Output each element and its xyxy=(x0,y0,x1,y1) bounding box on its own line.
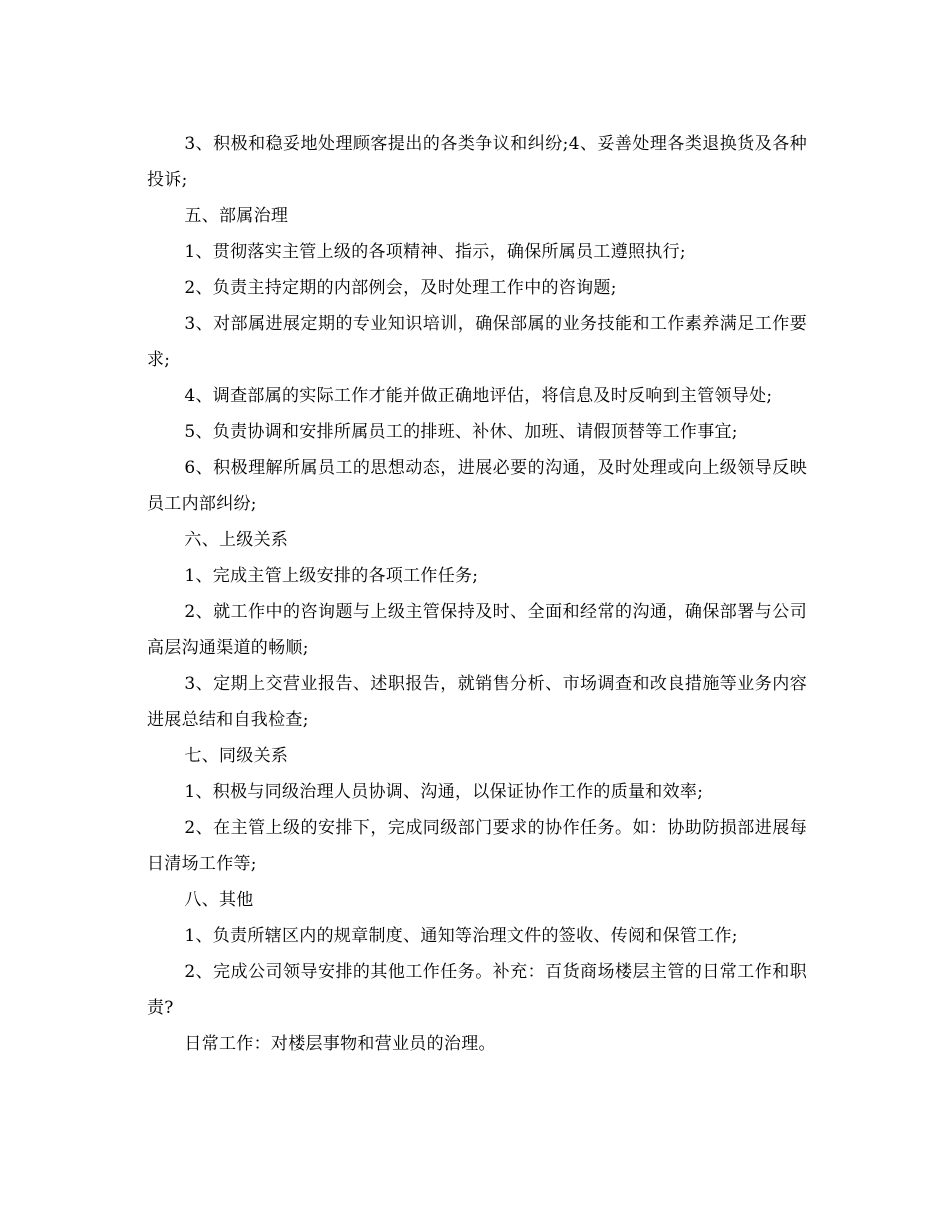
heading-peer-relations: 七、同级关系 xyxy=(184,746,289,766)
paragraph-training: 3、对部属进展定期的专业知识培训，确保部属的业务技能和工作素养满足工作要求; xyxy=(147,314,807,370)
paragraph-superior-communication: 2、就工作中的咨询题与上级主管保持及时、全面和经常的沟通，确保部署与公司高层沟通渠道的畅顺; xyxy=(147,602,807,658)
heading-subordinate-management: 五、部属治理 xyxy=(184,206,289,226)
paragraph-evaluation: 4、调查部属的实际工作才能并做正确地评估，将信息及时反响到主管领导处; xyxy=(184,386,773,406)
paragraph-complete-tasks: 1、完成主管上级安排的各项工作任务; xyxy=(184,566,479,586)
document-body xyxy=(147,126,807,1062)
paragraph-regular-meetings: 2、负责主持定期的内部例会，及时处理工作中的咨询题; xyxy=(184,278,617,298)
paragraph-reports: 3、定期上交营业报告、述职报告，就销售分析、市场调查和改良措施等业务内容进展总结和自我检查; xyxy=(147,674,807,730)
paragraph-peer-coordination: 1、积极与同级治理人员协调、沟通，以保证协作工作的质量和效率; xyxy=(184,782,704,802)
paragraph-document-management: 1、负责所辖区内的规章制度、通知等治理文件的签收、传阅和保管工作; xyxy=(184,926,738,946)
paragraph-daily-work: 日常工作：对楼层事物和营业员的治理。 xyxy=(184,1034,496,1054)
paragraph-other-tasks: 2、完成公司领导安排的其他工作任务。补充：百货商场楼层主管的日常工作和职责? xyxy=(147,962,807,1018)
paragraph-scheduling: 5、负责协调和安排所属员工的排班、补休、加班、请假顶替等工作事宜; xyxy=(184,422,738,442)
paragraph-implement-instructions: 1、贯彻落实主管上级的各项精神、指示，确保所属员工遵照执行; xyxy=(184,242,686,262)
paragraph-complaint-handling: 3、积极和稳妥地处理顾客提出的各类争议和纠纷;4、妥善处理各类退换货及各种投诉; xyxy=(147,134,807,190)
heading-other: 八、其他 xyxy=(184,890,254,910)
paragraph-communication: 6、积极理解所属员工的思想动态，进展必要的沟通，及时处理或向上级领导反映员工内部纠纷; xyxy=(147,458,807,514)
paragraph-department-cooperation: 2、在主管上级的安排下，完成同级部门要求的协作任务。如：协助防损部进展每日清场工作等; xyxy=(147,818,807,874)
heading-superior-relations: 六、上级关系 xyxy=(184,530,289,550)
